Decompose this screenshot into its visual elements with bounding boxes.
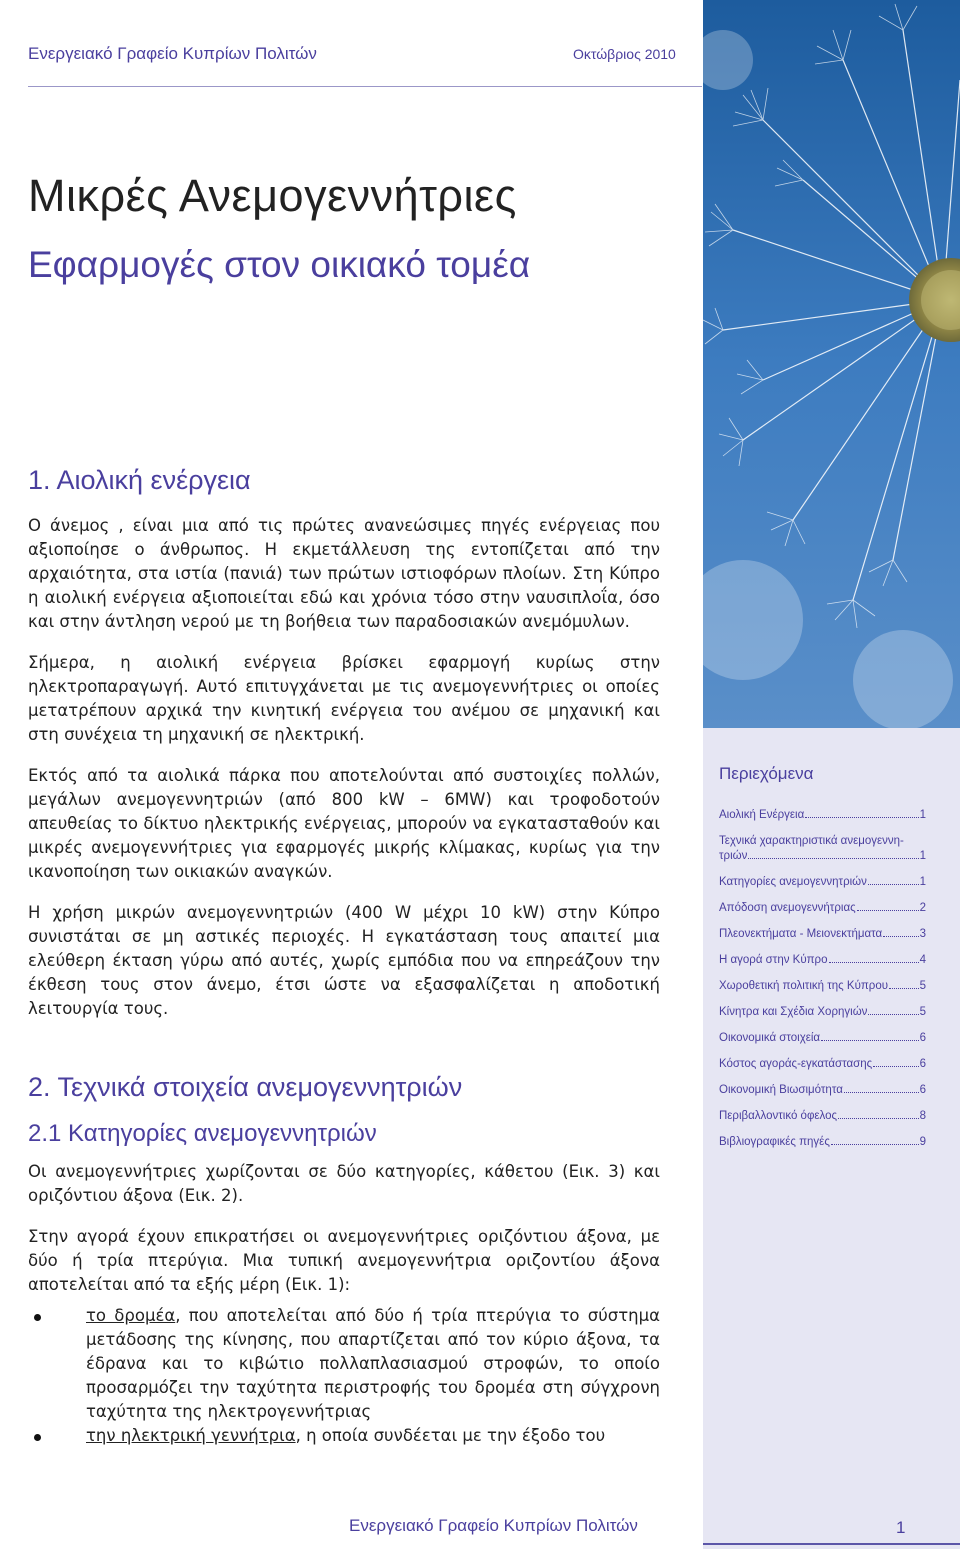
toc-item-page: 4	[919, 954, 926, 966]
toc-item[interactable]	[719, 1109, 926, 1124]
toc-item-label: Κίνητρα και Σχέδια Χορηγιών	[719, 1006, 868, 1018]
dandelion-photo	[703, 0, 960, 728]
section2-heading: 2. Τεχνικά στοιχεία ανεμογεννητριών	[28, 1072, 463, 1102]
toc-leader	[748, 858, 918, 859]
paragraph: Ο άνεμος , είναι μια από τις πρώτες ανανεώσιμες πηγές ενέργειας που αξιοποίησε ο άνθρωπος. Η εκμετάλλευση της εντοπίζεται από την αρχαιότητα, στα ιστία (πανιά) των πρώτων ιστιοφόρων πλοίων. Στη Κύπρο η αιολική ενέργεια αξιοποιείται εδώ και χρόνια τόσο στην ναυσιπλοΐα, όσο και στην άντληση νερού με τη βοήθεια των παραδοσιακών ανεμόμυλων.	[28, 516, 660, 631]
paragraph: Σήμερα, η αιολική ενέργεια βρίσκει εφαρμογή κυρίως στην ηλεκτροπαραγωγή. Αυτό επιτυγχάνεται με τις ανεμογεννήτριες οι οποίες μετατρέπουν αρχικά την κινητική ενέργεια του ανέμου σε μηχανική και στη συνέχεια τη μηχανική σε ηλεκτρική.	[28, 653, 660, 744]
header-organization: Ενεργειακό Γραφείο Κυπρίων Πολιτών	[28, 44, 317, 63]
toc-leader	[838, 1118, 919, 1119]
toc-item-label: Απόδοση ανεμογεννήτριας	[719, 902, 856, 914]
toc-item-page: 2	[919, 902, 926, 914]
toc-item-label: Η αγορά στην Κύπρο	[719, 954, 828, 966]
document-title: Μικρές Ανεμογεννήτριες	[28, 170, 517, 221]
footer-organization: Ενεργειακό Γραφείο Κυπρίων Πολιτών	[349, 1516, 638, 1535]
toc-leader	[831, 1144, 919, 1145]
toc-item-page: 6	[919, 1032, 926, 1044]
toc-item-page: 1	[919, 850, 926, 862]
toc-item-label: Οικονομική Βιωσιμότητα	[719, 1084, 843, 1096]
bullet-icon	[34, 1314, 41, 1321]
toc-item-page: 9	[919, 1136, 926, 1148]
toc-item-page: 8	[919, 1110, 926, 1122]
toc-item[interactable]	[719, 808, 926, 823]
toc-item[interactable]	[719, 1031, 926, 1046]
toc-leader	[829, 962, 919, 963]
toc-leader	[805, 817, 918, 818]
toc-leader	[844, 1092, 919, 1093]
toc-item-page: 1	[919, 809, 926, 821]
toc-item-page: 6	[919, 1084, 926, 1096]
toc-item-label-continued: τριών	[719, 850, 748, 862]
list-item-term: το δρομέα	[86, 1306, 176, 1325]
footer-page-number: 1	[896, 1518, 906, 1537]
toc-leader	[883, 936, 918, 937]
toc-item-label: Περιβαλλοντικό όφελος	[719, 1110, 838, 1122]
toc-item-label: Αιολική Ενέργεια	[719, 809, 805, 821]
toc-item-page: 6	[919, 1058, 926, 1070]
toc-item[interactable]	[719, 1135, 926, 1150]
toc-item[interactable]	[719, 979, 926, 994]
paragraph: Οι ανεμογεννήτριες χωρίζονται σε δύο κατηγορίες, κάθετου (Εικ. 3) και οριζόντιου άξονα (Εικ. 2).	[28, 1162, 660, 1205]
toc-item-label: Χωροθετική πολιτική της Κύπρου	[719, 980, 889, 992]
list-item	[28, 1424, 660, 1448]
toc-item[interactable]	[719, 834, 926, 864]
toc-item-label: Τεχνικά χαρακτηριστικά ανεμογεννη-	[719, 835, 904, 847]
section1-body	[28, 514, 660, 1038]
toc-item-page: 3	[919, 928, 926, 940]
components-list	[28, 1304, 660, 1448]
toc-leader	[873, 1066, 918, 1067]
toc-leader	[821, 1040, 919, 1041]
paragraph: Η χρήση μικρών ανεμογεννητριών (400 W μέχρι 10 kW) στην Κύπρο συνιστάται σε μη αστικές περιοχές. Η εγκατάσταση τους απαιτεί μια ελεύθερη έκταση γύρω από αυτές, χωρίς εμπόδια που να επηρεάζουν την έκθεση τους στον άνεμο, έτσι ώστε να εξασφαλίζεται η αποδοτική λειτουργία τους.	[28, 903, 660, 1018]
toc-leader	[868, 884, 919, 885]
toc-item[interactable]	[719, 1057, 926, 1072]
section2-body	[28, 1160, 660, 1314]
toc-item-page: 5	[919, 1006, 926, 1018]
toc-leader	[868, 1014, 918, 1015]
toc-title: Περιεχόμενα	[719, 764, 814, 783]
section1-heading: 1. Αιολική ενέργεια	[28, 465, 251, 495]
list-item-text: , που αποτελείται από δύο ή τρία πτερύγια το σύστημα μετάδοσης της κίνησης, που απαρτίζεται από τον κύριο άξονα, τα έδρανα και το κιβώτιο πολλαπλασιασμού στροφών, το οποίο προσαρμόζει την ταχύτητα περιστροφής του δρομέα στη σύγχρονη ταχύτητα της ηλεκτρογεννήτριας	[86, 1306, 661, 1421]
bullet-icon	[34, 1434, 41, 1441]
toc-item[interactable]	[719, 1005, 926, 1020]
footer-divider	[703, 1543, 960, 1545]
toc-leader	[889, 988, 919, 989]
toc-item-page: 1	[919, 876, 926, 888]
document-subtitle: Εφαρμογές στον οικιακό τομέα	[28, 244, 531, 285]
paragraph: Εκτός από τα αιολικά πάρκα που αποτελούνται από συστοιχίες πολλών, μεγάλων ανεμογεννητριών (από 800 kW – 6MW) και τροφοδοτούν απευθείας το δίκτυο ηλεκτρικής ενέργειας, μπορούν να εγκατασταθούν και μικρές ανεμογεννήτριες για εφαρμογές μικρής κλίμακας, κυρίως για την ικανοποίηση των οικιακών αναγκών.	[28, 766, 660, 881]
table-of-contents	[719, 808, 926, 1161]
toc-item-label: Οικονομικά στοιχεία	[719, 1032, 821, 1044]
toc-item-label: Κατηγορίες ανεμογεννητριών	[719, 876, 867, 888]
section2-1-heading: 2.1 Κατηγορίες ανεμογεννητριών	[28, 1120, 377, 1147]
header-divider	[28, 86, 702, 87]
header-date: Οκτώβριος 2010	[573, 46, 676, 62]
toc-item[interactable]	[719, 927, 926, 942]
toc-item-page: 5	[919, 980, 926, 992]
toc-item[interactable]	[719, 953, 926, 968]
toc-leader	[857, 910, 919, 911]
toc-item-label: Κόστος αγοράς-εγκατάστασης	[719, 1058, 873, 1070]
list-item	[28, 1304, 660, 1424]
toc-item[interactable]	[719, 901, 926, 916]
toc-item[interactable]	[719, 875, 926, 890]
list-item-text: , η οποία συνδέεται με την έξοδο του	[295, 1426, 606, 1445]
toc-item-label: Βιβλιογραφικές πηγές	[719, 1136, 830, 1148]
toc-item[interactable]	[719, 1083, 926, 1098]
list-item-term: την ηλεκτρική γεννήτρια	[86, 1426, 296, 1445]
toc-item-label: Πλεονεκτήματα - Μειονεκτήματα	[719, 928, 883, 940]
paragraph: Στην αγορά έχουν επικρατήσει οι ανεμογεννήτριες οριζόντιου άξονα, με δύο ή τρία πτερύγια. Μια τυπική ανεμογεννήτρια οριζοντίου άξονα αποτελείται από τα εξής μέρη (Εικ. 1):	[28, 1227, 660, 1294]
